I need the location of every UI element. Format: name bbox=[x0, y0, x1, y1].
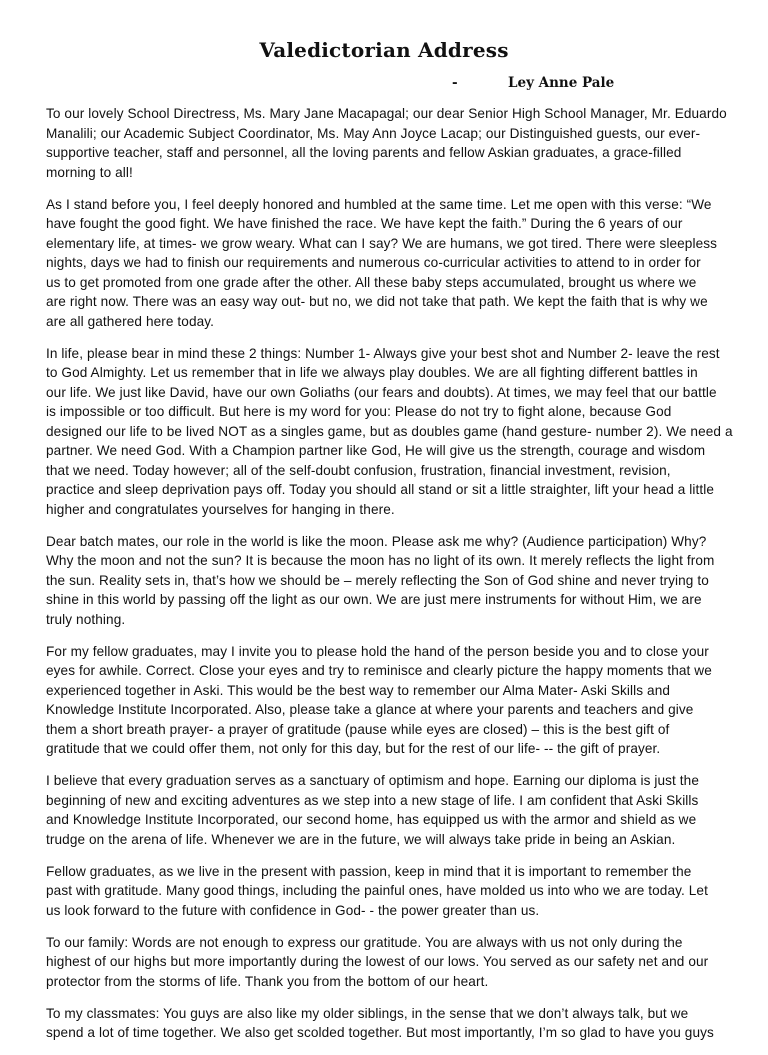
paragraph-line: past with gratitude. Many good things, including the painful ones, have molded us into who we are today. Let bbox=[46, 883, 708, 898]
paragraph-line: eyes for awhile. Correct. Close your eyes and try to reminisce and clearly picture the happy moments that we bbox=[46, 663, 712, 678]
paragraph-line: us to get promoted from one grade after the other. All these baby steps accumulated, brought us where we bbox=[46, 274, 697, 290]
paragraph-line: I believe that every graduation serves as a sanctuary of optimism and hope. Earning our diploma is just the bbox=[46, 773, 699, 788]
paragraph-line: have fought the good fight. We have finished the race. We have kept the faith.” During the 6 years of our bbox=[46, 216, 683, 231]
paragraph-line: the sun. Reality sets in, that’s how we should be – merely reflecting the Son of God shine and never trying to bbox=[46, 572, 709, 588]
paragraph-line: our life. We just like David, have our own Goliaths (our fears and doubts). At times, we may feel that our battle bbox=[46, 384, 717, 400]
paragraph-line: is impossible or too difficult. But here is my word for you: Please do not try to fight alone, because God bbox=[46, 404, 672, 419]
paragraph-line: to God Almighty. Let us remember that in life we always play doubles. We are all fighting different battles in bbox=[46, 365, 698, 380]
paragraph-line: elementary life, at times- we grow weary. What can I say? We are humans, we got tired. There were sleepless bbox=[46, 235, 718, 251]
author-name: Ley Anne Pale bbox=[508, 75, 615, 91]
paragraph-line: that we need. Today however; all of the self-doubt confusion, frustration, financial investment, revision, bbox=[46, 462, 671, 478]
paragraph-line: shine in this world by passing off the light as our own. We are just mere instruments for without Him, we are bbox=[46, 592, 702, 607]
author-dash: - bbox=[452, 75, 458, 91]
paragraph-line: Knowledge Institute Incorporated. Also, please take a glance at where your parents and teachers and give bbox=[46, 702, 694, 717]
paragraph-line: To my classmates: You guys are also like my older siblings, in the sense that we don’t always talk, but we bbox=[46, 1005, 689, 1021]
document-body bbox=[46, 104, 733, 1055]
paragraph-line: beginning of new and exciting adventures as we step into a new stage of life. I am confident that Aski Skills bbox=[46, 792, 699, 808]
paragraph-line: As I stand before you, I feel deeply honored and humbled at the same time. Let me open with this verse: “We bbox=[46, 196, 712, 212]
paragraph bbox=[46, 344, 733, 520]
paragraph-line: spend a lot of time together. We also get scolded together. But most importantly, I’m so glad to have you guys bbox=[46, 1025, 714, 1040]
paragraph-line: morning to all! bbox=[46, 164, 133, 180]
paragraph-line: designed our life to be lived NOT as a singles game, but as doubles game (hand gesture- number 2). We need a bbox=[46, 423, 733, 439]
author-line bbox=[452, 75, 614, 91]
paragraph bbox=[46, 532, 728, 630]
paragraph-line: Dear batch mates, our role in the world is like the moon. Please ask me why? (Audience participation) Why? bbox=[46, 533, 707, 549]
paragraph-line: In life, please bear in mind these 2 things: Number 1- Always give your best shot and Number 2- leave the rest bbox=[46, 345, 720, 361]
paragraph-line: gratitude that we could offer them, not only for this day, but for the rest of our life- -- the gift of prayer. bbox=[46, 741, 661, 756]
paragraph-line: To our family: Words are not enough to express our gratitude. You are always with us not only during the bbox=[46, 934, 683, 950]
paragraph-line: Fellow graduates, as we live in the present with passion, keep in mind that it is important to remember the bbox=[46, 863, 692, 879]
paragraph-line: them a short breath prayer- a prayer of gratitude (pause while eyes are closed) – this is the best gift of bbox=[46, 721, 670, 737]
paragraph-line: practice and sleep deprivation pays off. Today you should all stand or sit a little straighter, lift your head a little bbox=[46, 482, 715, 497]
paragraph bbox=[46, 771, 728, 849]
paragraph-line: truly nothing. bbox=[46, 611, 126, 627]
paragraph-line: trudge on the arena of life. Whenever we are in the future, we will always take pride in being an Askian. bbox=[46, 831, 676, 847]
paragraph-line: supportive teacher, staff and personnel, all the loving parents and fellow Askian graduates, a grace-filled bbox=[46, 145, 682, 160]
paragraph-line: are right now. There was an easy way out- but no, we did not take that path. We kept the faith that is why we bbox=[46, 294, 708, 309]
paragraph-line: protector from the storms of life. Thank you from the bottom of our heart. bbox=[46, 973, 489, 989]
paragraph bbox=[46, 642, 728, 759]
paragraph-line: us look forward to the future with confidence in God- - the power greater than us. bbox=[46, 902, 540, 918]
paragraph-line: To our lovely School Directress, Ms. Mary Jane Macapagal; our dear Senior High School Manager, Mr. Eduardo bbox=[46, 106, 727, 121]
paragraph bbox=[46, 104, 728, 182]
paragraph-line: higher and congratulates yourselves for hanging in there. bbox=[46, 501, 395, 517]
paragraph bbox=[46, 195, 728, 332]
paragraph-line: Manalili; our Academic Subject Coordinator, Ms. May Ann Joyce Lacap; our Distinguished guests, our ever- bbox=[46, 125, 701, 141]
paragraph-line: and Knowledge Institute Incorporated, our second home, has equipped us with the armor and shield as we bbox=[46, 812, 697, 827]
paragraph-line: nights, days we had to finish our requirements and numerous co-curricular activities to attend to in order for bbox=[46, 255, 701, 270]
paragraph-line: For my fellow graduates, may I invite you to please hold the hand of the person beside you and to close your bbox=[46, 643, 709, 659]
paragraph bbox=[46, 1004, 728, 1043]
paragraph bbox=[46, 862, 728, 921]
paragraph-line: Why the moon and not the sun? It is because the moon has no light of its own. It merely reflects the light from bbox=[46, 553, 715, 568]
document-title: Valedictorian Address bbox=[259, 38, 509, 62]
paragraph bbox=[46, 933, 728, 992]
paragraph-line: highest of our highs but more importantly during the lowest of our lows. You served as our safety net and our bbox=[46, 954, 709, 969]
paragraph-line: experienced together in Aski. This would be the best way to remember our Alma Mater- Aski Skills and bbox=[46, 682, 671, 698]
paragraph-line: partner. We need God. With a Champion partner like God, He will give us the strength, courage and wisdom bbox=[46, 443, 706, 458]
paragraph-line: are all gathered here today. bbox=[46, 313, 215, 329]
